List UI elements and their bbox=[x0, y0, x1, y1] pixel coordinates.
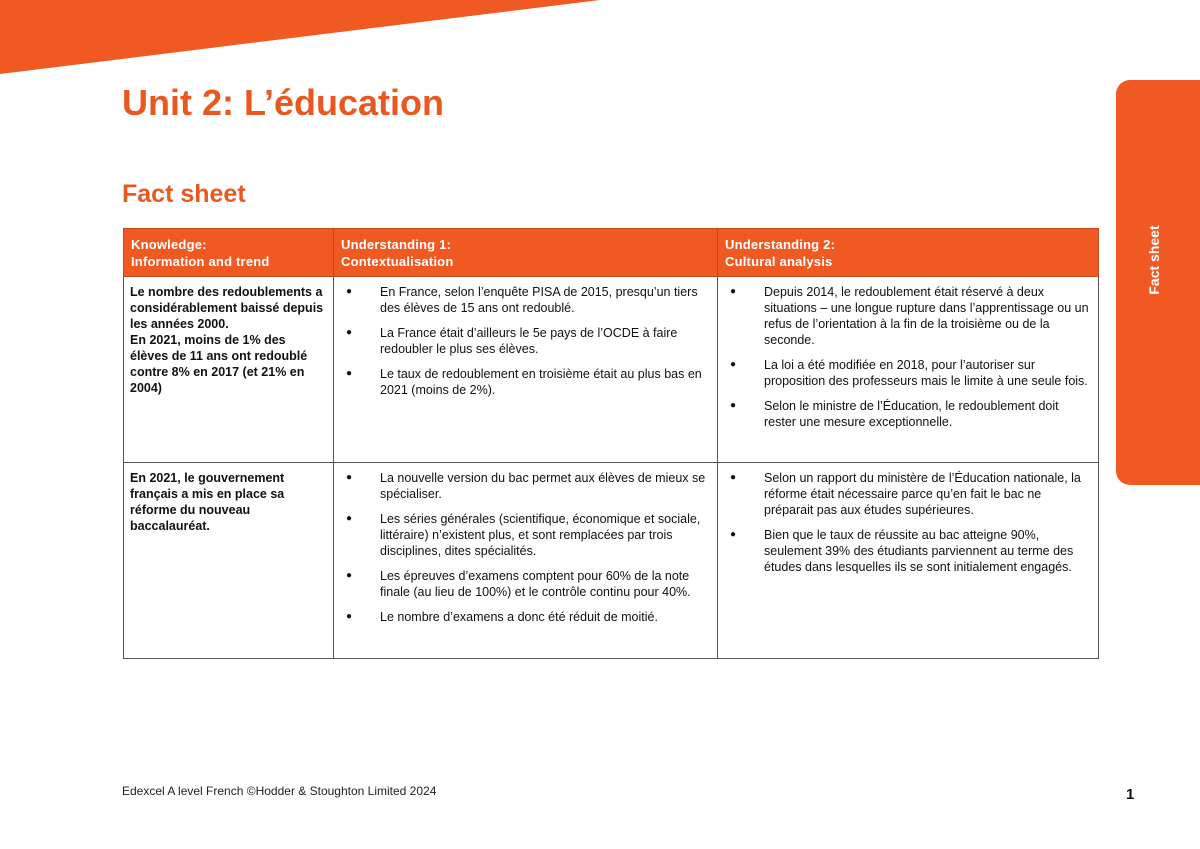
list-item bbox=[340, 325, 711, 357]
column-header-line: Knowledge: bbox=[131, 237, 207, 252]
list-item bbox=[340, 284, 711, 316]
understanding-2-cell bbox=[718, 463, 1099, 659]
table-row bbox=[124, 277, 1099, 463]
list-item-text: Le nombre d’examens a donc été réduit de moitié. bbox=[380, 610, 658, 624]
list-item bbox=[340, 609, 711, 625]
bullet-icon: ● bbox=[730, 359, 737, 370]
list-item-text: En France, selon l’enquête PISA de 2015, presqu’un tiers des élèves de 15 ans ont redoublé. bbox=[380, 285, 698, 315]
column-header-line: Information and trend bbox=[131, 254, 270, 269]
bullet-list bbox=[340, 470, 711, 625]
column-header-line: Contextualisation bbox=[341, 254, 454, 269]
bullet-icon: ● bbox=[346, 611, 353, 622]
knowledge-text: En 2021, moins de 1% des élèves de 11 ans ont redoublé contre 8% en 2017 (et 21% en 2004) bbox=[130, 333, 308, 395]
list-item-text: Selon le ministre de l’Éducation, le redoublement doit rester une mesure exceptionnelle. bbox=[764, 399, 1059, 429]
bullet-icon: ● bbox=[346, 513, 353, 524]
list-item bbox=[340, 511, 711, 559]
bullet-icon: ● bbox=[346, 327, 353, 338]
understanding-1-cell bbox=[334, 277, 718, 463]
column-header-line: Understanding 1: bbox=[341, 237, 452, 252]
bullet-list bbox=[724, 470, 1092, 575]
table-header-row bbox=[124, 229, 1099, 277]
column-header-understanding-2 bbox=[718, 229, 1099, 277]
list-item-text: Le taux de redoublement en troisième était au plus bas en 2021 (moins de 2%). bbox=[380, 367, 702, 397]
section-title: Fact sheet bbox=[122, 180, 246, 208]
list-item-text: Selon un rapport du ministère de l’Éducation nationale, la réforme était nécessaire parce qu’en fait le bac ne préparait pas aux études supérieures. bbox=[764, 471, 1081, 517]
understanding-2-cell bbox=[718, 277, 1099, 463]
column-header-understanding-1 bbox=[334, 229, 718, 277]
side-tab bbox=[1116, 80, 1200, 485]
list-item-text: La loi a été modifiée en 2018, pour l’autoriser sur proposition des professeurs mais le limite à une seule fois. bbox=[764, 358, 1088, 388]
bullet-icon: ● bbox=[346, 570, 353, 581]
column-header-knowledge bbox=[124, 229, 334, 277]
list-item-text: Bien que le taux de réussite au bac atteigne 90%, seulement 39% des étudiants parviennent au terme des études dans lesquelles ils se sont initialement engagés. bbox=[764, 528, 1074, 574]
bullet-icon: ● bbox=[730, 400, 737, 411]
list-item bbox=[724, 398, 1092, 430]
understanding-1-cell bbox=[334, 463, 718, 659]
header-banner-shape bbox=[0, 0, 1200, 80]
list-item bbox=[724, 357, 1092, 389]
page-title: Unit 2: L’éducation bbox=[122, 82, 445, 123]
bullet-icon: ● bbox=[346, 472, 353, 483]
list-item bbox=[340, 366, 711, 398]
table-row bbox=[124, 463, 1099, 659]
knowledge-cell bbox=[124, 277, 334, 463]
list-item bbox=[724, 284, 1092, 348]
page-number: 1 bbox=[1126, 786, 1135, 803]
bullet-icon: ● bbox=[346, 286, 353, 297]
knowledge-text: Le nombre des redoublements a considérablement baissé depuis les années 2000. bbox=[130, 285, 324, 331]
column-header-line: Understanding 2: bbox=[725, 237, 836, 252]
list-item-text: La France était d’ailleurs le 5e pays de l’OCDE à faire redoubler le plus ses élèves. bbox=[380, 326, 678, 356]
bullet-list bbox=[340, 284, 711, 398]
list-item bbox=[724, 470, 1092, 518]
fact-table bbox=[123, 228, 1099, 659]
column-header-line: Cultural analysis bbox=[725, 254, 833, 269]
list-item-text: Les séries générales (scientifique, économique et sociale, littéraire) n’existent plus, et sont remplacées par trois disciplines, dites spécialités. bbox=[380, 512, 701, 558]
bullet-icon: ● bbox=[346, 368, 353, 379]
list-item-text: Les épreuves d’examens comptent pour 60% de la note finale (au lieu de 100%) et le contrôle continu pour 40%. bbox=[380, 569, 691, 599]
bullet-icon: ● bbox=[730, 472, 737, 483]
list-item bbox=[340, 470, 711, 502]
bullet-list bbox=[724, 284, 1092, 430]
bullet-icon: ● bbox=[730, 286, 737, 297]
list-item-text: La nouvelle version du bac permet aux élèves de mieux se spécialiser. bbox=[380, 471, 706, 501]
list-item bbox=[724, 527, 1092, 575]
footer-copyright: Edexcel A level French ©Hodder & Stoughton Limited 2024 bbox=[122, 784, 437, 798]
side-tab-label: Fact sheet bbox=[1146, 225, 1162, 295]
list-item bbox=[340, 568, 711, 600]
knowledge-text: En 2021, le gouvernement français a mis en place sa réforme du nouveau baccalauréat. bbox=[130, 471, 285, 533]
bullet-icon: ● bbox=[730, 529, 737, 540]
list-item-text: Depuis 2014, le redoublement était réservé à deux situations – une longue rupture dans l’apprentissage ou un refus de l’orientation à la fin de la troisième ou de la seconde. bbox=[764, 285, 1089, 347]
knowledge-cell bbox=[124, 463, 334, 659]
